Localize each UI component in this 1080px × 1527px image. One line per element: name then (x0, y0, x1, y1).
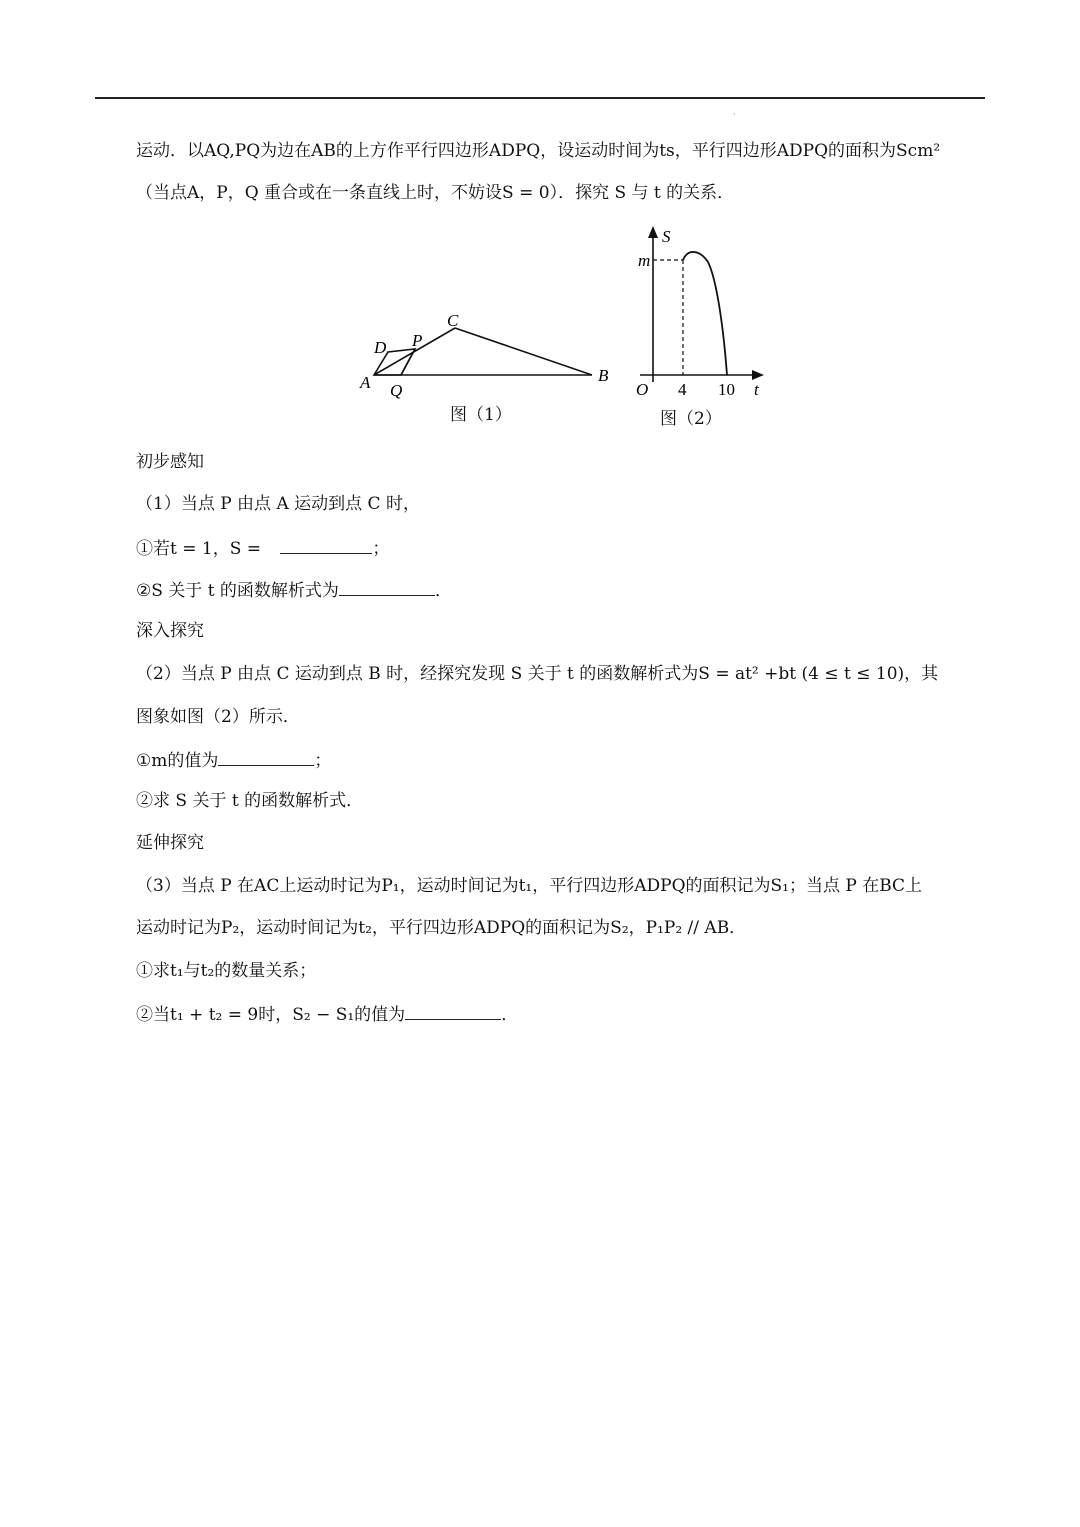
question-1a-end: ； (372, 539, 390, 559)
question-1a (136, 535, 389, 561)
label-S: S (662, 227, 671, 246)
label-B: B (598, 366, 609, 385)
label-D: D (374, 338, 387, 357)
question-1: （1）当点 P 由点 A 运动到点 C 时， (136, 494, 420, 514)
answer-blank-1a[interactable] (280, 535, 372, 554)
question-2a-end: ； (314, 751, 332, 771)
figure-2-graph (636, 226, 764, 399)
heading-extend: 延伸探究 (136, 833, 204, 853)
figure-2-caption: 图（2） (660, 409, 722, 429)
label-A: A (360, 373, 371, 392)
question-1b-text: ②S 关于 t 的函数解析式为 (136, 581, 339, 601)
label-P: P (412, 331, 423, 350)
figure-1-diagram (359, 311, 609, 400)
s-axis-arrow (648, 226, 658, 238)
question-3: （3）当点 P 在AC上运动时记为P₁，运动时间记为t₁，平行四边形ADPQ的面积记为S₁；当点 P 在BC上 (136, 876, 923, 896)
heading-deep: 深入探究 (136, 621, 204, 641)
figure-1-caption: 图（1） (450, 405, 512, 425)
decorative-dot: · (733, 110, 736, 119)
question-3b-text: ②当t₁ + t₂ = 9时，S₂ − S₁的值为 (136, 1005, 406, 1025)
text-line-2: （当点A，P，Q 重合或在一条直线上时，不妨设S = 0）．探究 S 与 t 的关系． (136, 183, 735, 203)
question-3-cont: 运动时记为P₂，运动时间记为t₂，平行四边形ADPQ的面积记为S₂，P₁P₂ // AB． (136, 918, 747, 938)
heading-initial: 初步感知 (136, 452, 204, 472)
t-axis-arrow (752, 370, 764, 380)
question-2b: ②求 S 关于 t 的函数解析式． (136, 791, 364, 811)
question-3b-end: ． (501, 1005, 519, 1025)
question-1a-text: ①若t = 1，S = (136, 539, 267, 559)
answer-blank-3b[interactable] (405, 1001, 501, 1020)
label-Q: Q (390, 381, 403, 400)
figures (350, 222, 780, 432)
question-1b-end: ． (434, 581, 452, 601)
tick-4: 4 (678, 380, 687, 399)
segment-QP (401, 349, 415, 375)
tick-10: 10 (718, 380, 735, 399)
curve-S (683, 252, 727, 375)
question-2: （2）当点 P 由点 C 运动到点 B 时，经探究发现 S 关于 t 的函数解析式为S = at² +bt (4 ≤ t ≤ 10)，其 (136, 664, 939, 684)
question-2a-text: ①m的值为 (136, 751, 219, 771)
question-2a (136, 747, 331, 773)
question-2-cont: 图象如图（2）所示． (136, 707, 300, 727)
label-m: m (638, 251, 651, 270)
header-rule (95, 97, 985, 99)
label-t: t (754, 380, 759, 399)
figures-svg (350, 222, 780, 432)
question-1b (136, 577, 452, 603)
answer-blank-1b[interactable] (339, 577, 435, 596)
label-O: O (636, 380, 649, 399)
question-3a: ①求t₁与t₂的数量关系； (136, 961, 317, 981)
segment-CB (455, 328, 592, 375)
answer-blank-2a[interactable] (218, 747, 314, 766)
label-C: C (447, 311, 459, 330)
text-line-1: 运动．以AQ,PQ为边在AB的上方作平行四边形ADPQ，设运动时间为ts，平行四边形ADPQ的面积为Scm² (136, 141, 941, 161)
question-3b (136, 1001, 518, 1027)
